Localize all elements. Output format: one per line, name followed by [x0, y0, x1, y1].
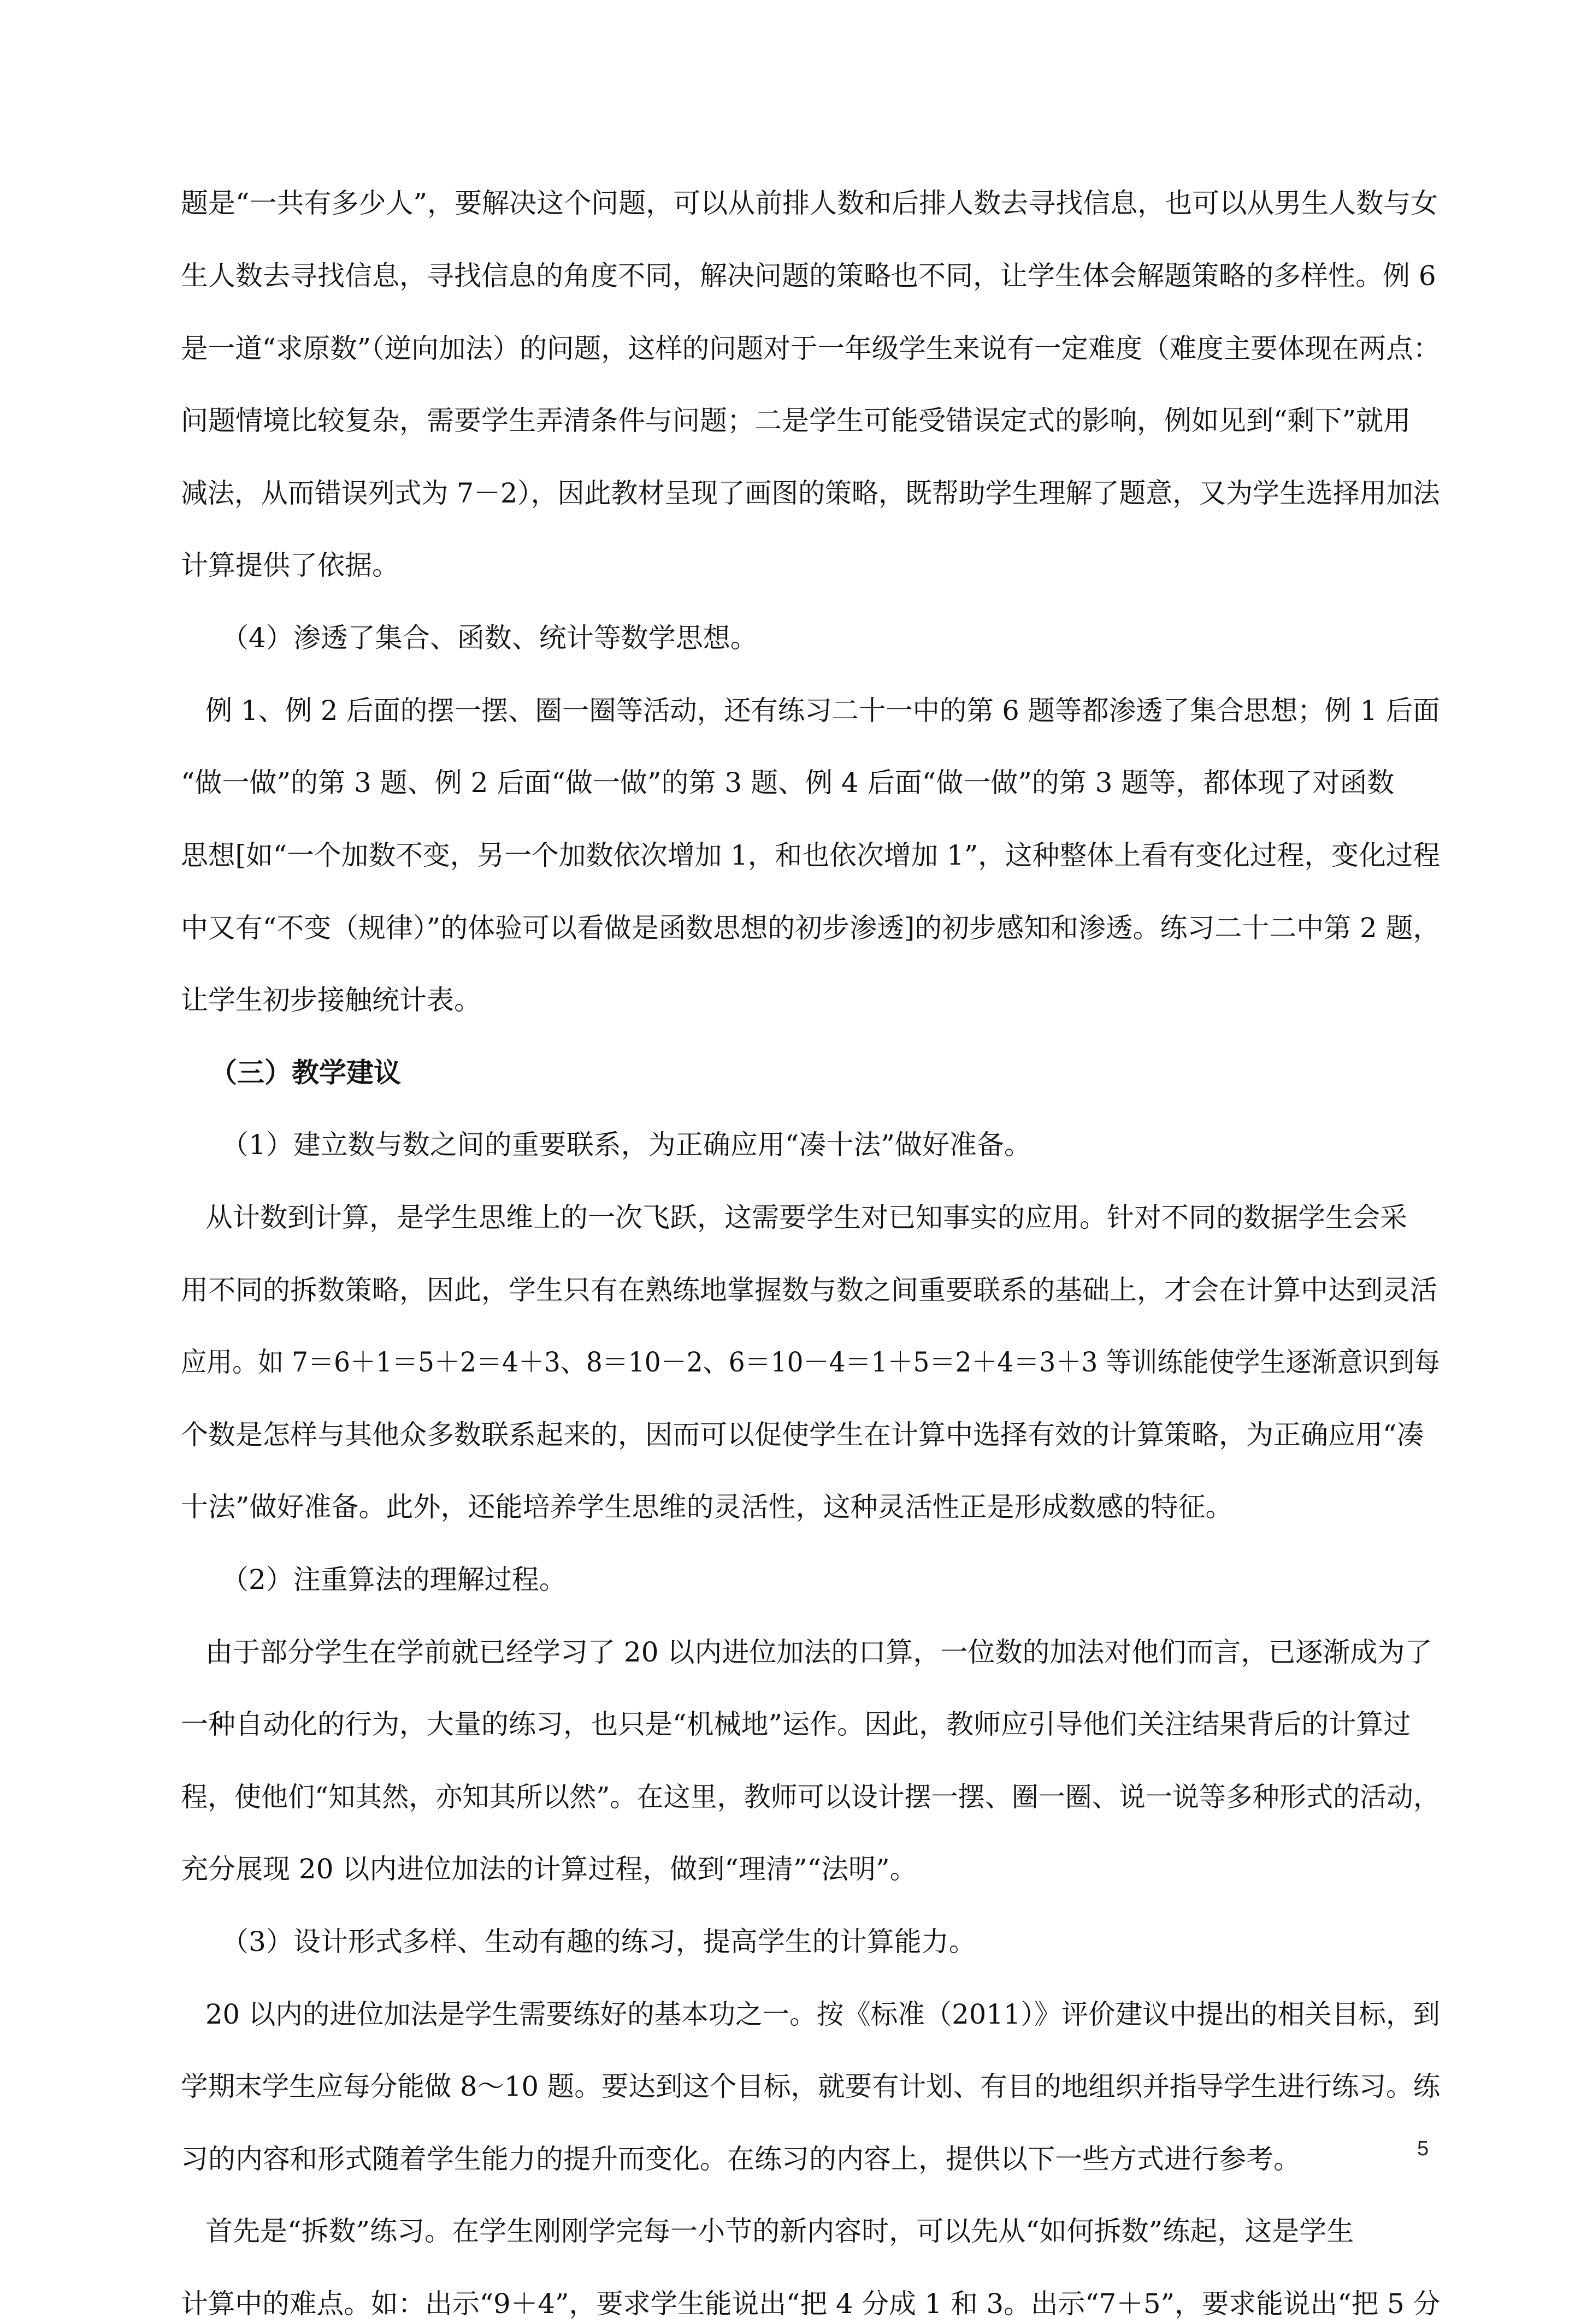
paragraph-line: 让学生初步接触统计表。 — [181, 984, 481, 1016]
paragraph-line: 中又有“不变（规律）”的体验可以看做是函数思想的初步渗透]的初步感知和渗透。练习二十二中第 2 题， — [181, 912, 1441, 944]
section-heading: （三）教学建议 — [210, 1057, 401, 1089]
paragraph-line: 题是“一共有多少人”，要解决这个问题，可以从前排人数和后排人数去寻找信息，也可以从男生人数与女 — [181, 187, 1438, 219]
paragraph-line: 程，使他们“知其然，亦知其所以然”。在这里，教师可以设计摆一摆、圈一圈、说一说等多种形式的活动， — [181, 1781, 1441, 1813]
subheading-3: （3）设计形式多样、生动有趣的练习，提高学生的计算能力。 — [221, 1926, 976, 1958]
subheading-2: （2）注重算法的理解过程。 — [221, 1564, 567, 1595]
paragraph-line: 是一道“求原数”（逆向加法）的问题，这样的问题对于一年级学生来说有一定难度（难度主要体现在两点： — [181, 333, 1441, 364]
paragraph-line: 充分展现 20 以内进位加法的计算过程，做到“理清”“法明”。 — [181, 1853, 917, 1885]
paragraph-line: 问题情境比较复杂，需要学生弄清条件与问题；二是学生可能受错误定式的影响，例如见到“剩下”就用 — [181, 405, 1411, 436]
paragraph-line: 思想[如“一个加数不变，另一个加数依次增加 1，和也依次增加 1”，这种整体上看有变化过程，变化过程 — [181, 839, 1441, 871]
paragraph-line: 十法”做好准备。此外，还能培养学生思维的灵活性，这种灵活性正是形成数感的特征。 — [181, 1491, 1233, 1523]
paragraph-line: 习的内容和形式随着学生能力的提升而变化。在练习的内容上，提供以下一些方式进行参考。 — [181, 2143, 1301, 2175]
paragraph-line: 应用。如 7＝6＋1＝5＋2＝4＋3、8＝10－2、6＝10－4＝1＋5＝2＋4＝3＋3 等训练能使学生逐渐意识到每 — [181, 1346, 1440, 1378]
paragraph-line: 20 以内的进位加法是学生需要练好的基本功之一。按《标准（2011）》评价建议中提出的相关目标，到 — [205, 1998, 1440, 2030]
subheading-1: （1）建立数与数之间的重要联系，为正确应用“凑十法”做好准备。 — [221, 1129, 1031, 1161]
paragraph-line: 减法，从而错误列式为 7－2），因此教材呈现了画图的策略，既帮助学生理解了题意，又为学生选择用加法 — [181, 477, 1440, 509]
paragraph-line: 学期末学生应每分能做 8～10 题。要达到这个目标，就要有计划、有目的地组织并指导学生进行练习。练 — [181, 2071, 1441, 2102]
paragraph-line: 一种自动化的行为，大量的练习，也只是“机械地”运作。因此，教师应引导他们关注结果背后的计算过 — [181, 1708, 1411, 1740]
page-number: 5 — [1417, 2137, 1429, 2160]
paragraph-line: 由于部分学生在学前就已经学习了 20 以内进位加法的口算，一位数的加法对他们而言，已逐渐成为了 — [205, 1636, 1432, 1668]
paragraph-line: 个数是怎样与其他众多数联系起来的，因而可以促使学生在计算中选择有效的计算策略，为正确应用“凑 — [181, 1419, 1424, 1451]
paragraph-line: 首先是“拆数”练习。在学生刚刚学完每一小节的新内容时，可以先从“如何拆数”练起，这是学生 — [205, 2215, 1354, 2247]
paragraph-line: “做一做”的第 3 题、例 2 后面“做一做”的第 3 题、例 4 后面“做一做”的第 3 题等，都体现了对函数 — [181, 767, 1395, 799]
paragraph-line: 计算中的难点。如：出示“9＋4”，要求学生能说出“把 4 分成 1 和 3。出示“7＋5”，要求能说出“把 5 分 — [181, 2288, 1441, 2320]
paragraph-line: 生人数去寻找信息，寻找信息的角度不同，解决问题的策略也不同，让学生体会解题策略的多样性。例 6 — [181, 260, 1436, 292]
paragraph-line: 用不同的拆数策略，因此，学生只有在熟练地掌握数与数之间重要联系的基础上，才会在计算中达到灵活 — [181, 1274, 1437, 1306]
paragraph-line: 例 1、例 2 后面的摆一摆、圈一圈等活动，还有练习二十一中的第 6 题等都渗透了集合思想；例 1 后面 — [205, 695, 1440, 726]
paragraph-line: 计算提供了依据。 — [181, 549, 399, 581]
subheading-4: （4）渗透了集合、函数、统计等数学思想。 — [221, 622, 758, 654]
paragraph-line: 从计数到计算，是学生思维上的一次飞跃，这需要学生对已知事实的应用。针对不同的数据学生会采 — [205, 1202, 1407, 1233]
